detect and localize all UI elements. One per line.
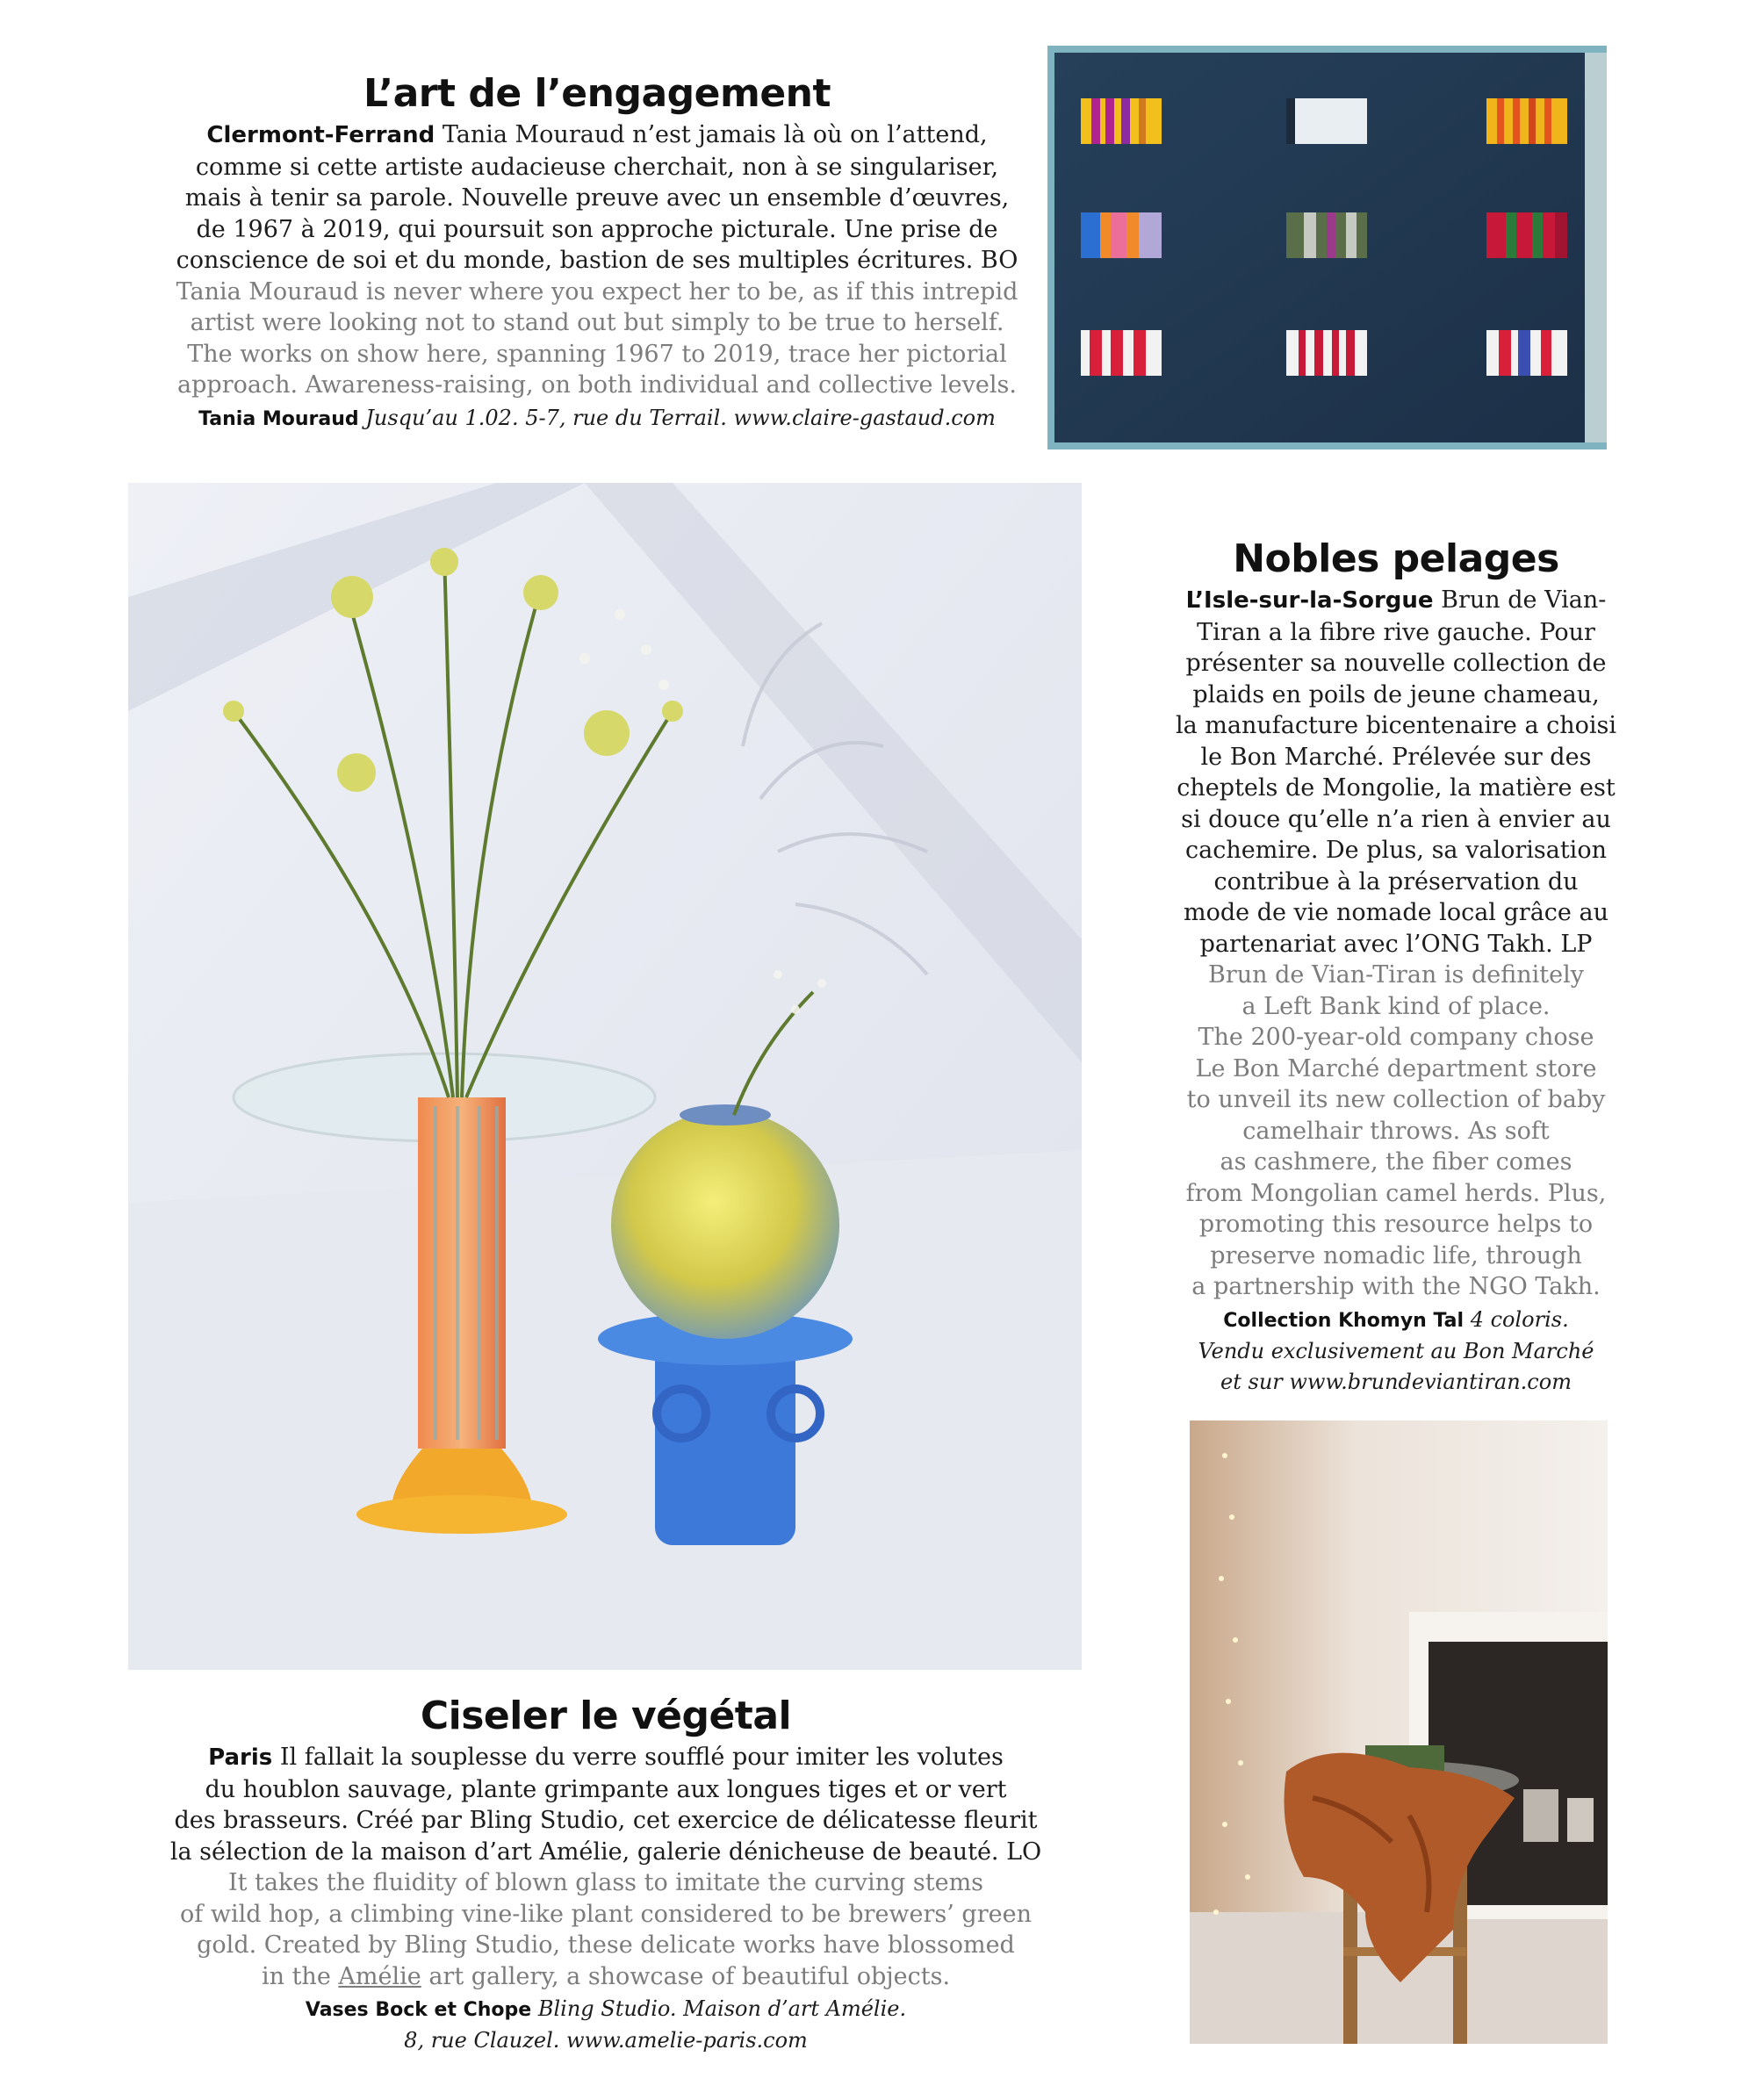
panel [1081, 212, 1162, 258]
credit-name: Vases Bock et Chope [305, 1999, 532, 2021]
credit-info: et sur www.brundeviantiran.com [1220, 1369, 1572, 1394]
city-label: Paris [208, 1744, 273, 1771]
body-line: des brasseurs. Créé par Bling Studio, cet exercice de délicatesse fleurit [174, 1807, 1038, 1834]
credit-name: Tania Mouraud [198, 407, 359, 430]
body-line: partenariat avec l’ONG Takh. LP [1199, 930, 1593, 958]
body-line: to unveil its new collection of baby [1186, 1086, 1606, 1113]
throw-on-stool-photo-icon [1190, 1420, 1608, 2044]
city-label: Clermont-Ferrand [206, 122, 435, 148]
panel [1486, 330, 1567, 376]
body-line: from Mongolian camel herds. Plus, [1185, 1179, 1607, 1207]
body-line: de 1967 à 2019, qui poursuit son approche picturale. Une prise de [196, 215, 998, 243]
article-body-fr [167, 119, 1027, 277]
panel [1286, 98, 1367, 144]
body-line: artist were looking not to stand out but simply to be true to herself. [190, 309, 1004, 336]
artwork-photo [1047, 46, 1607, 449]
body-line: la manufacture bicentenaire a choisi [1175, 712, 1617, 739]
article-title: Nobles pelages [1233, 536, 1559, 581]
body-line: cachemire. De plus, sa valorisation [1185, 837, 1607, 864]
body-line: du houblon sauvage, plante grimpante aux longues tiges et or vert [205, 1775, 1007, 1803]
vases-photo [128, 483, 1082, 1670]
body-line: of wild hop, a climbing vine-like plant considered to be brewers’ green [180, 1900, 1032, 1928]
body-line: Tania Mouraud n’est jamais là où on l’attend, [442, 121, 988, 148]
body-line: mais à tenir sa parole. Nouvelle preuve avec un ensemble d’œuvres, [184, 184, 1010, 212]
body-line-pre: in the [261, 1962, 331, 1990]
body-line: comme si cette artiste audacieuse cherchait, non à se singulariser, [195, 153, 999, 181]
body-line: la sélection de la maison d’art Amélie, galerie dénicheuse de beauté. LO [169, 1838, 1042, 1866]
amelie-link[interactable]: Amélie [338, 1962, 421, 1990]
body-line: Il fallait la souplesse du verre soufflé pour imiter les volutes [279, 1744, 1004, 1771]
article-credit [1168, 1305, 1624, 1398]
body-line: gold. Created by Bling Studio, these delicate works have blossomed [197, 1931, 1015, 1959]
body-line: The 200-year-old company chose [1198, 1024, 1594, 1051]
panel [1286, 330, 1367, 376]
body-line: Tiran a la fibre rive gauche. Pour [1197, 618, 1595, 646]
body-line: contribue à la préservation du [1213, 867, 1579, 895]
body-line: preserve nomadic life, through [1210, 1241, 1582, 1269]
city-label: L’Isle-sur-la-Sorgue [1185, 587, 1434, 614]
body-line: le Bon Marché. Prélevée sur des [1200, 743, 1592, 771]
body-line: Brun de Vian-Tiran is definitely [1208, 961, 1584, 989]
body-line: Tania Mouraud is never where you expect her to be, as if this intrepid [176, 277, 1018, 306]
body-line: as cashmere, the fiber comes [1220, 1148, 1572, 1176]
stripe-panels-artwork-icon [1047, 46, 1607, 449]
panel [1081, 330, 1162, 376]
body-line: a partnership with the NGO Takh. [1191, 1273, 1601, 1300]
article-body-en [167, 277, 1027, 401]
body-line: camelhair throws. As soft [1242, 1117, 1550, 1145]
credit-info: 8, rue Clauzel. www.amelie-paris.com [404, 2028, 808, 2053]
article-pelages [1168, 536, 1624, 1398]
glass-vases-photo-icon [128, 483, 1082, 1670]
article-body-en [132, 1867, 1080, 1992]
body-line: promoting this resource helps to [1198, 1211, 1594, 1238]
panel [1486, 212, 1567, 258]
article-title: L’art de l’engagement [363, 71, 831, 116]
credit-info: 4 coloris. [1470, 1306, 1569, 1332]
article-credit [132, 1994, 1080, 2056]
article-body-fr [132, 1742, 1080, 1867]
body-line: cheptels de Mongolie, la matière est [1177, 774, 1616, 802]
body-line: conscience de soi et du monde, bastion de ses multiples écritures. BO [176, 247, 1018, 274]
body-line: Le Bon Marché department store [1195, 1054, 1597, 1082]
body-line: The works on show here, spanning 1967 to 2019, trace her pictorial [187, 340, 1007, 368]
interior-photo [1190, 1420, 1608, 2044]
article-body-en [1168, 960, 1624, 1303]
article-body-fr [1168, 585, 1624, 960]
body-line: présenter sa nouvelle collection de [1185, 650, 1607, 677]
body-line: plaids en poils de jeune chameau, [1192, 680, 1600, 708]
article-engagement [167, 70, 1027, 435]
panel [1286, 212, 1367, 258]
credit-name: Collection Khomyn Tal [1223, 1309, 1465, 1332]
body-line: Brun de Vian- [1441, 586, 1607, 614]
body-line: approach. Awareness-raising, on both individual and collective levels. [177, 371, 1017, 399]
article-vegetal [132, 1693, 1080, 2056]
credit-info: Jusqu’au 1.02. 5-7, rue du Terrail. www.claire-gastaud.com [365, 405, 996, 430]
article-credit [167, 403, 1027, 435]
panel [1486, 98, 1567, 144]
body-line-post: art gallery, a showcase of beautiful objects. [428, 1962, 951, 1990]
panel [1081, 98, 1162, 144]
article-title: Ciseler le végétal [420, 1694, 792, 1738]
credit-info: Bling Studio. Maison d’art Amélie. [537, 1996, 907, 2021]
credit-info: Vendu exclusivement au Bon Marché [1198, 1338, 1594, 1363]
body-line: mode de vie nomade local grâce au [1184, 899, 1608, 926]
body-line: si douce qu’elle n’a rien à envier au [1181, 805, 1611, 833]
body-line: a Left Bank kind of place. [1241, 992, 1551, 1020]
body-line: It takes the fluidity of blown glass to imitate the curving stems [227, 1869, 984, 1896]
